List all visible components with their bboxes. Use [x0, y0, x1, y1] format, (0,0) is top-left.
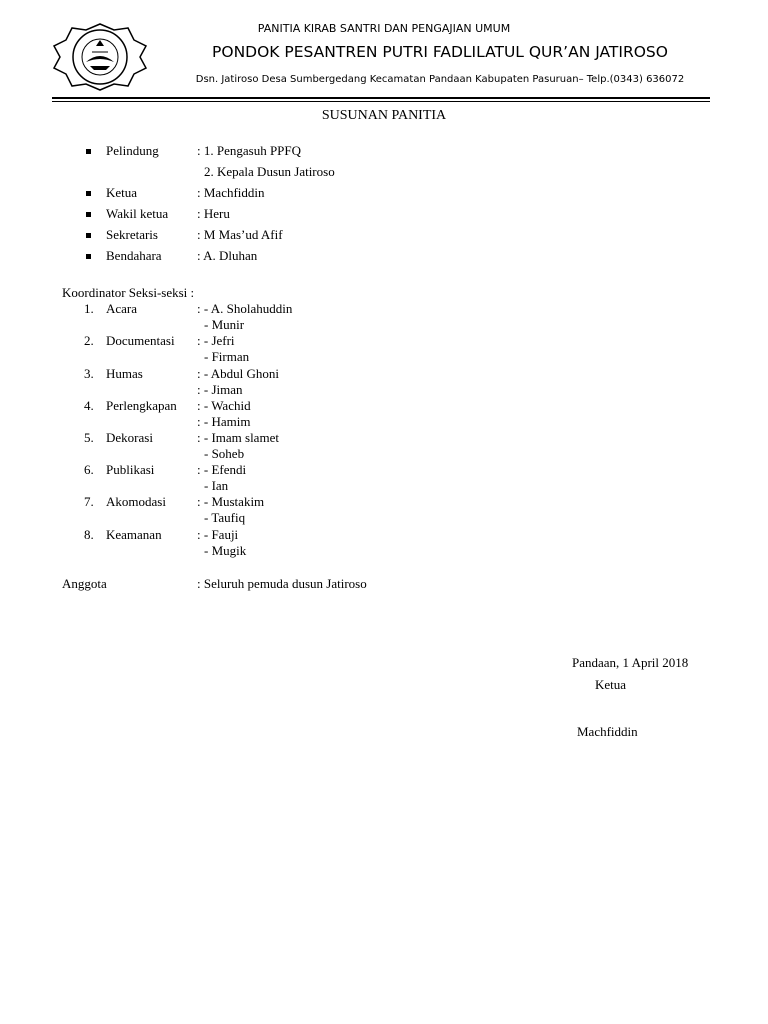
seksi-member: : - A. Sholahuddin: [197, 301, 293, 316]
seksi-label: Dekorasi: [106, 430, 153, 445]
seksi-label: Documentasi: [106, 333, 175, 348]
seksi-number: 6.: [84, 462, 94, 477]
seksi-member: : - Fauji: [197, 527, 239, 542]
bullet-icon: [86, 212, 91, 217]
sekretaris-label: Sekretaris: [106, 227, 158, 242]
seksi-number: 8.: [84, 527, 94, 542]
seksi-member: - Soheb: [204, 446, 245, 461]
header-rule-thick: [52, 97, 710, 99]
bendahara-value: : A. Dluhan: [197, 248, 258, 263]
seksi-member: : - Efendi: [197, 462, 247, 477]
wakil-ketua-value: : Heru: [197, 206, 230, 221]
seksi-number: 1.: [84, 301, 94, 316]
seksi-member: : - Jefri: [197, 333, 235, 348]
bullet-icon: [86, 191, 91, 196]
seksi-member: : - Jiman: [197, 382, 243, 397]
signature-place-date: Pandaan, 1 April 2018: [572, 655, 689, 670]
seksi-label: Perlengkapan: [106, 398, 177, 413]
bendahara-label: Bendahara: [106, 248, 162, 263]
signature-role: Ketua: [595, 677, 627, 692]
header-rule-thin: [52, 101, 710, 102]
seksi-label: Publikasi: [106, 462, 155, 477]
sekretaris-value: : M Mas’ud Afif: [197, 227, 283, 242]
document-title: SUSUNAN PANITIA: [321, 108, 447, 123]
seksi-label: Keamanan: [106, 527, 162, 542]
bullet-icon: [86, 149, 91, 154]
seksi-member: - Firman: [204, 349, 250, 364]
seksi-member: : - Mustakim: [197, 494, 265, 509]
seksi-member: : - Wachid: [197, 398, 251, 413]
seksi-member: : - Hamim: [197, 414, 251, 429]
header-institution-name: PONDOK PESANTREN PUTRI FADLILATUL QUR’AN JATIROSO: [212, 43, 668, 61]
bullet-icon: [86, 254, 91, 259]
seksi-number: 2.: [84, 333, 94, 348]
seksi-member: - Taufiq: [204, 510, 246, 525]
koordinator-heading: Koordinator Seksi-seksi :: [62, 285, 195, 300]
seksi-label: Humas: [106, 366, 143, 381]
signature-name: Machfiddin: [577, 724, 638, 739]
wakil-ketua-label: Wakil ketua: [106, 206, 169, 221]
anggota-value: : Seluruh pemuda dusun Jatiroso: [197, 576, 367, 591]
seksi-label: Akomodasi: [106, 494, 166, 509]
header-address: Dsn. Jatiroso Desa Sumbergedang Kecamatan Pandaan Kabupaten Pasuruan– Telp.(0343) 636072: [195, 74, 685, 85]
seksi-member: - Mugik: [204, 543, 247, 558]
bullet-icon: [86, 233, 91, 238]
seksi-number: 5.: [84, 430, 94, 445]
header-committee-line: PANITIA KIRAB SANTRI DAN PENGAJIAN UMUM: [257, 22, 511, 35]
seksi-number: 7.: [84, 494, 94, 509]
seksi-member: : - Imam slamet: [197, 430, 279, 445]
seksi-member: - Ian: [204, 478, 229, 493]
ketua-value: : Machfiddin: [197, 185, 265, 200]
ketua-label: Ketua: [106, 185, 138, 200]
seksi-number: 3.: [84, 366, 94, 381]
seksi-number: 4.: [84, 398, 94, 413]
pelindung-label: Pelindung: [106, 143, 159, 158]
pelindung-value: : 1. Pengasuh PPFQ: [197, 143, 302, 158]
seksi-member: : - Abdul Ghoni: [197, 366, 279, 381]
anggota-label: Anggota: [62, 576, 107, 591]
seksi-member: - Munir: [204, 317, 245, 332]
seksi-label: Acara: [106, 301, 138, 316]
pelindung-value-2: 2. Kepala Dusun Jatiroso: [204, 164, 335, 179]
